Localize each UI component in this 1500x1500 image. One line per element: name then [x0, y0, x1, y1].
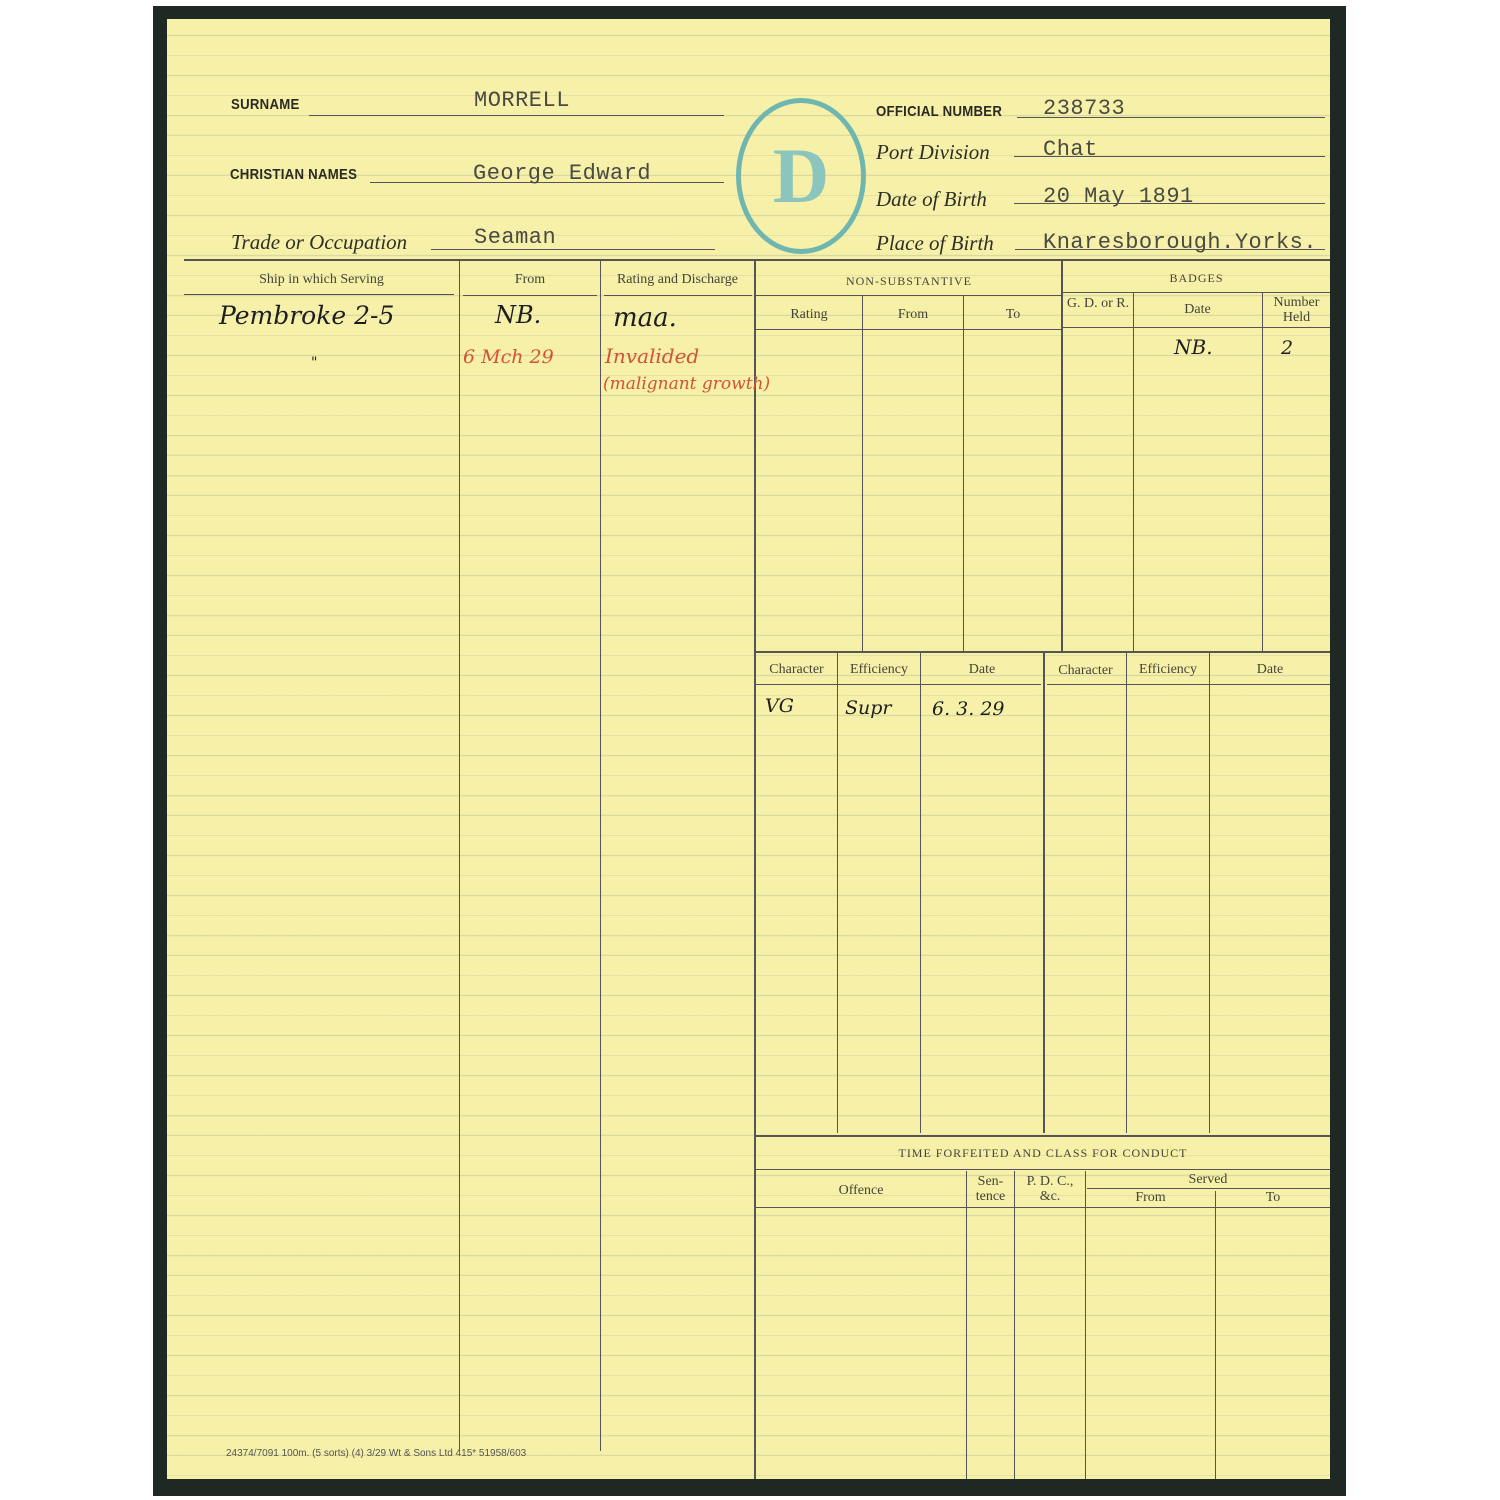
printer-imprint: 24374/7091 100m. (5 sorts) (4) 3/29 Wt & Sons Ltd 415* 51958/603 — [226, 1448, 527, 1459]
division-stamp — [736, 98, 866, 254]
badges-date-entry: NB. — [1174, 335, 1213, 359]
char-header-rule-2 — [1047, 684, 1330, 685]
christian-names-label: CHRISTIAN NAMES — [230, 166, 358, 183]
date-header-1: Date — [968, 662, 996, 677]
char-header-2: Character — [1058, 663, 1113, 678]
pob-label: Place of Birth — [876, 231, 994, 255]
from-rating-divider — [600, 261, 601, 1451]
ship-header-rule — [184, 294, 454, 295]
conduct-title: TIME FORFEITED AND CLASS FOR CONDUCT — [898, 1146, 1188, 1160]
conduct-col-divider-3 — [1085, 1171, 1086, 1479]
character-entry: VG — [765, 695, 794, 717]
pd-header: P. D. C., &c. — [1026, 1174, 1074, 1204]
char-col-divider-1 — [837, 653, 838, 1133]
offence-header: Offence — [838, 1183, 884, 1198]
served-to-header: To — [1265, 1190, 1281, 1205]
ship-entry-2-ditto: " — [311, 355, 318, 371]
ns-col-divider-2 — [963, 296, 964, 651]
char-header-rule-1 — [756, 684, 1041, 685]
served-header: Served — [1188, 1172, 1228, 1187]
conduct-col-divider-2 — [1014, 1171, 1015, 1479]
ns-to-header: To — [1005, 307, 1021, 322]
conduct-col-divider-1 — [966, 1171, 967, 1479]
badges-col-divider-1 — [1133, 293, 1134, 651]
ship-from-divider — [459, 261, 460, 1451]
badges-gdr-header: G. D. or R. — [1066, 296, 1130, 311]
ns-rating-header: Rating — [790, 307, 828, 322]
char-col-divider-3 — [1126, 653, 1127, 1133]
served-rule — [1087, 1188, 1330, 1189]
from-header-rule — [463, 295, 597, 296]
date-header-2: Date — [1256, 662, 1284, 677]
from-header: From — [514, 272, 546, 287]
rating-entry-3: (malignant growth) — [603, 374, 771, 394]
from-entry-1: NB. — [495, 301, 542, 329]
badges-header-rule — [1063, 327, 1330, 328]
eff-header-2: Efficiency — [1138, 662, 1198, 677]
char-col-divider-2 — [920, 653, 921, 1133]
ns-badges-divider — [1061, 261, 1063, 651]
badges-held-header: Number Held — [1273, 295, 1320, 325]
efficiency-entry: Supr — [845, 697, 892, 719]
char-header-1: Character — [769, 662, 824, 677]
christian-names-value: George Edward — [473, 161, 652, 186]
char-middle-divider — [1043, 653, 1045, 1133]
badges-title-rule — [1063, 292, 1330, 293]
port-division-value: Chat — [1043, 137, 1098, 162]
left-right-divider — [754, 261, 756, 1479]
eff-header-1: Efficiency — [849, 662, 909, 677]
rating-entry-2: Invalided — [605, 344, 700, 368]
table-top-rule — [184, 259, 1330, 261]
non-substantive-title: NON-SUBSTANTIVE — [845, 274, 973, 288]
character-date-entry: 6. 3. 29 — [932, 698, 1005, 720]
stamp-letter: D — [772, 132, 830, 219]
non-substantive-title-rule — [756, 295, 1062, 296]
conduct-header-rule — [756, 1207, 1330, 1208]
dob-label: Date of Birth — [876, 187, 987, 211]
trade-value: Seaman — [474, 225, 557, 250]
ship-entry-1: Pembroke 2-5 — [219, 301, 395, 330]
ns-from-header: From — [897, 307, 929, 322]
served-from-header: From — [1135, 1190, 1166, 1205]
rating-entry-1: maa. — [613, 303, 677, 333]
conduct-col-divider-4 — [1215, 1191, 1216, 1479]
surname-label: SURNAME — [231, 96, 300, 113]
badges-date-header: Date — [1184, 302, 1211, 317]
official-number-label: OFFICIAL NUMBER — [876, 103, 1003, 120]
conduct-title-rule — [756, 1169, 1330, 1170]
surname-rule — [309, 115, 724, 116]
port-division-label: Port Division — [876, 140, 990, 164]
ns-header-rule — [756, 329, 1062, 330]
badges-title: BADGES — [1169, 271, 1224, 285]
surname-value: MORRELL — [474, 88, 570, 113]
service-record-sheet — [167, 19, 1330, 1479]
pob-value: Knaresborough.Yorks. — [1043, 230, 1318, 255]
rating-header-rule — [604, 295, 752, 296]
from-entry-2: 6 Mch 29 — [463, 346, 554, 368]
dob-value: 20 May 1891 — [1043, 184, 1194, 209]
rating-discharge-header: Rating and Discharge — [616, 272, 739, 287]
trade-label: Trade or Occupation — [231, 230, 408, 254]
conduct-top-rule — [756, 1135, 1330, 1137]
char-col-divider-4 — [1209, 653, 1210, 1133]
badges-col-divider-2 — [1262, 293, 1263, 651]
ship-header: Ship in which Serving — [259, 272, 384, 287]
sentence-header: Sen-tence — [975, 1174, 1006, 1204]
official-number-value: 238733 — [1043, 96, 1126, 121]
badges-held-entry: 2 — [1281, 337, 1294, 359]
ns-col-divider-1 — [862, 296, 863, 651]
